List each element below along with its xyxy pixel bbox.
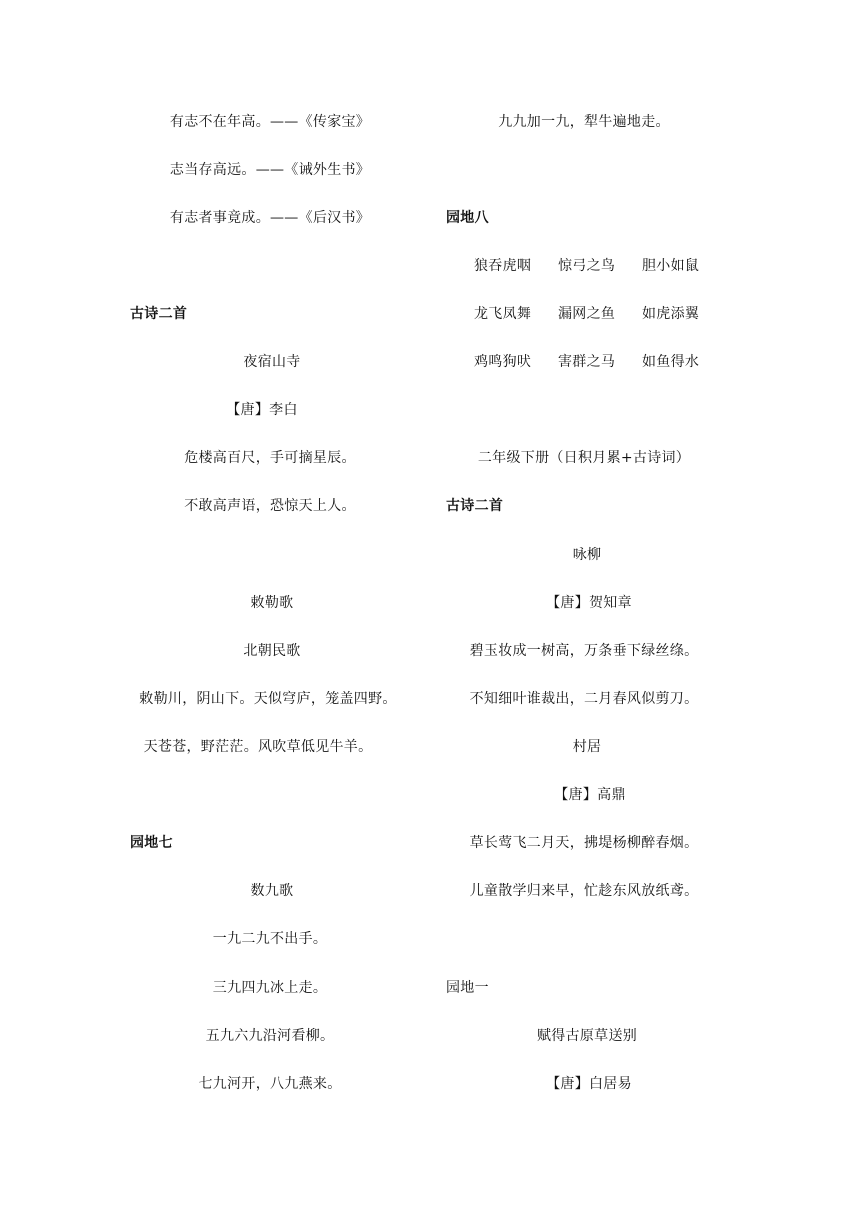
poem-author: 【唐】贺知章	[546, 595, 632, 611]
poem-line: 天苍苍，野茫茫。风吹草低见牛羊。	[143, 739, 373, 755]
song-line: 七九河开，八九燕来。	[198, 1076, 342, 1092]
idiom: 如虎添翼	[642, 306, 700, 322]
poem-line: 不敢高声语，恐惊天上人。	[184, 498, 356, 514]
song-line: 三九四九冰上走。	[212, 980, 328, 996]
poem-line: 敕勒川，阴山下。天似穹庐，笼盖四野。	[139, 691, 397, 707]
book-title: 二年级下册（日积月累+古诗词）	[477, 450, 691, 466]
poem-title: 咏柳	[572, 547, 602, 563]
poem-line: 碧玉妆成一树高，万条垂下绿丝绦。	[469, 643, 699, 659]
poem-title: 村居	[572, 739, 602, 755]
quote-line: 有志者事竟成。——《后汉书》	[169, 210, 371, 226]
poem-line: 草长莺飞二月天，拂堤杨柳醉春烟。	[469, 835, 699, 851]
section-heading: 园地一	[446, 980, 489, 996]
idiom: 鸡鸣狗吠	[474, 354, 532, 370]
idiom: 胆小如鼠	[642, 258, 700, 274]
section-heading: 园地七	[130, 835, 173, 851]
song-line: 九九加一九，犁牛遍地走。	[498, 114, 670, 130]
poem-line: 儿童散学归来早，忙趁东风放纸鸢。	[469, 883, 699, 899]
song-title: 数九歌	[250, 883, 294, 899]
poem-author: 【唐】李白	[226, 402, 298, 418]
idiom: 惊弓之鸟	[558, 258, 616, 274]
idiom: 龙飞凤舞	[474, 306, 532, 322]
poem-line: 不知细叶谁裁出，二月春风似剪刀。	[469, 691, 699, 707]
section-heading: 园地八	[446, 210, 489, 226]
poem-author: 【唐】白居易	[546, 1076, 632, 1092]
poem-author: 北朝民歌	[243, 643, 301, 659]
idiom: 如鱼得水	[642, 354, 700, 370]
poem-line: 危楼高百尺，手可摘星辰。	[184, 450, 356, 466]
poem-title: 赋得古原草送别	[536, 1028, 638, 1044]
poem-title: 敕勒歌	[250, 595, 294, 611]
quote-line: 志当存高远。——《诫外生书》	[169, 162, 371, 178]
song-line: 一九二九不出手。	[212, 931, 328, 947]
idiom: 狼吞虎咽	[474, 258, 532, 274]
section-heading: 古诗二首	[130, 306, 188, 322]
idiom: 漏网之鱼	[558, 306, 616, 322]
song-line: 五九六九沿河看柳。	[205, 1028, 335, 1044]
quote-line: 有志不在年高。——《传家宝》	[169, 114, 371, 130]
idiom: 害群之马	[558, 354, 616, 370]
section-heading: 古诗二首	[446, 498, 504, 514]
poem-author: 【唐】高鼎	[554, 787, 626, 803]
poem-title: 夜宿山寺	[243, 354, 301, 370]
